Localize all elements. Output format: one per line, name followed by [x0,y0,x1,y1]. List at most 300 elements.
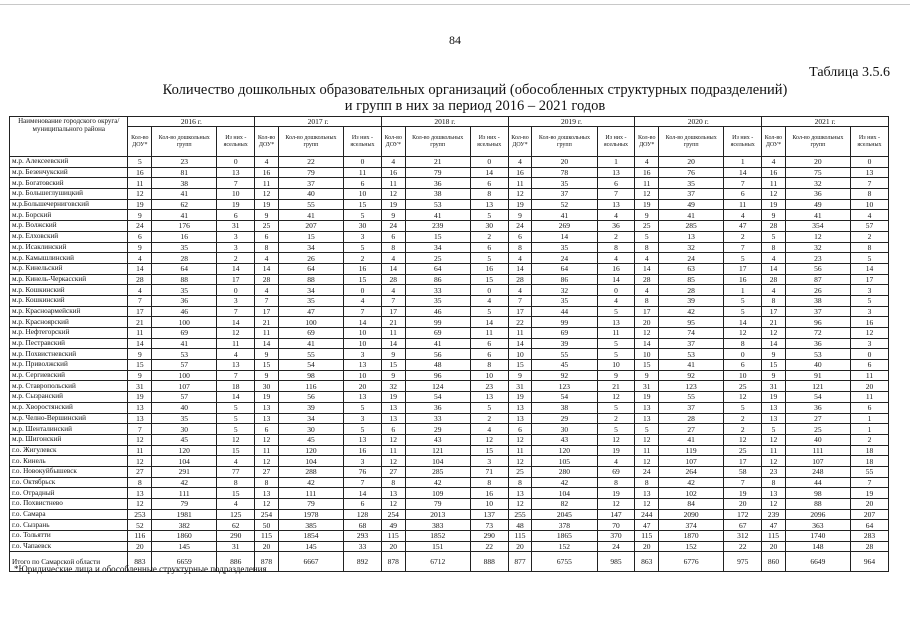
cell-value: 16 [128,167,152,178]
cell-value: 12 [724,392,762,403]
cell-value: 10 [508,349,532,360]
cell-value: 290 [217,531,255,542]
cell-value: 12 [128,456,152,467]
cell-value: 47 [635,520,659,531]
cell-value: 7 [128,424,152,435]
cell-value: 64 [532,263,597,274]
cell-value: 12 [470,434,508,445]
cell-value: 12 [762,189,786,200]
cell-value: 42 [405,477,470,488]
cell-value: 35 [152,413,217,424]
cell-value: 13 [255,413,279,424]
cell-value: 11 [128,178,152,189]
cell-value: 9 [508,370,532,381]
cell-value: 7 [850,477,888,488]
cell-value: 312 [724,531,762,542]
cell-value: 14 [470,167,508,178]
cell-value: 4 [381,157,405,168]
cell-value: 41 [278,210,343,221]
cell-value: 81 [152,167,217,178]
cell-value: 88 [278,274,343,285]
cell-value: 283 [850,531,888,542]
cell-value: 12 [255,189,279,200]
cell-value: 13 [597,199,635,210]
cell-value: 5 [344,402,382,413]
cell-value: 17 [255,306,279,317]
cell-value: 10 [470,499,508,510]
cell-value: 4 [255,157,279,168]
cell-value: 8 [381,477,405,488]
cell-value: 27 [659,424,724,435]
cell-value: 12 [381,434,405,445]
cell-value: 42 [278,477,343,488]
cell-value: 28 [659,285,724,296]
cell-value: 3 [850,285,888,296]
table-row [10,488,889,499]
cell-value: 10 [344,370,382,381]
cell-value: 23 [762,466,786,477]
cell-value: 11 [381,178,405,189]
cell-value: 5 [850,295,888,306]
cell-value: 20 [762,541,786,552]
header-sub: Кол-во дошкольных групп [278,127,343,157]
cell-value: 30 [278,424,343,435]
cell-value: 121 [405,445,470,456]
row-name: м.р.Большечерниговский [10,199,128,210]
cell-value: 12 [762,328,786,339]
cell-value: 33 [344,541,382,552]
cell-value: 38 [405,189,470,200]
cell-value: 39 [659,295,724,306]
cell-value: 41 [659,210,724,221]
cell-value: 55 [278,349,343,360]
header-year: 2018 г. [381,117,508,127]
cell-value: 99 [405,317,470,328]
cell-value: 11 [724,199,762,210]
cell-value: 32 [532,285,597,296]
row-name: м.р. Сергиевский [10,370,128,381]
cell-value: 2 [597,231,635,242]
cell-value: 7 [724,242,762,253]
cell-value: 269 [532,221,597,232]
cell-value: 11 [597,328,635,339]
cell-value: 111 [785,445,850,456]
cell-value: 53 [152,349,217,360]
cell-value: 69 [278,328,343,339]
cell-value: 14 [532,231,597,242]
cell-value: 5 [635,424,659,435]
cell-value: 12 [762,456,786,467]
cell-value: 13 [470,199,508,210]
cell-value: 13 [762,488,786,499]
cell-value: 12 [724,328,762,339]
cell-value: 17 [217,274,255,285]
table-row [10,541,889,552]
cell-value: 54 [405,392,470,403]
cell-value: 354 [785,221,850,232]
cell-value: 878 [381,552,405,572]
cell-value: 8 [850,189,888,200]
cell-value: 69 [532,328,597,339]
cell-value: 860 [762,552,786,572]
cell-value: 75 [785,167,850,178]
cell-value: 11 [508,328,532,339]
cell-value: 33 [405,413,470,424]
cell-value: 24 [381,221,405,232]
cell-value: 5 [344,424,382,435]
cell-value: 14 [217,392,255,403]
cell-value: 4 [470,295,508,306]
cell-value: 104 [152,456,217,467]
cell-value: 53 [785,349,850,360]
cell-value: 23 [152,157,217,168]
cell-value: 69 [152,328,217,339]
cell-value: 7 [255,295,279,306]
cell-value: 9 [635,370,659,381]
table-row [10,466,889,477]
cell-value: 11 [217,338,255,349]
cell-value: 4 [597,295,635,306]
table-row [10,338,889,349]
cell-value: 16 [508,167,532,178]
cell-value: 25 [785,424,850,435]
header-sub: Из них - ясельных [344,127,382,157]
cell-value: 285 [405,466,470,477]
cell-value: 7 [217,370,255,381]
cell-value: 53 [405,199,470,210]
cell-value: 11 [850,370,888,381]
cell-value: 886 [217,552,255,572]
cell-value: 91 [785,370,850,381]
cell-value: 16 [470,488,508,499]
cell-value: 16 [381,167,405,178]
cell-value: 2 [597,413,635,424]
cell-value: 2 [724,231,762,242]
cell-value: 14 [217,317,255,328]
cell-value: 9 [128,370,152,381]
cell-value: 19 [381,392,405,403]
cell-value: 3 [850,306,888,317]
cell-value: 264 [659,466,724,477]
cell-value: 52 [128,520,152,531]
cell-value: 76 [659,167,724,178]
cell-value: 13 [217,360,255,371]
cell-value: 145 [152,541,217,552]
cell-value: 28 [659,413,724,424]
cell-value: 40 [152,402,217,413]
cell-value: 47 [762,520,786,531]
cell-value: 2 [724,413,762,424]
cell-value: 6 [597,178,635,189]
cell-value: 25 [508,466,532,477]
cell-value: 7 [508,295,532,306]
cell-value: 4 [597,210,635,221]
row-name: м.р. Хворостянский [10,402,128,413]
cell-value: 975 [724,552,762,572]
cell-value: 11 [255,445,279,456]
cell-value: 6755 [532,552,597,572]
cell-value: 19 [597,488,635,499]
cell-value: 74 [659,328,724,339]
cell-value: 8 [635,477,659,488]
cell-value: 52 [532,199,597,210]
table-row [10,360,889,371]
cell-value: 5 [344,210,382,221]
cell-value: 8 [762,242,786,253]
row-name: м.р. Кошкинский [10,285,128,296]
row-name: г.о. Тольятти [10,531,128,542]
cell-value: 2 [217,253,255,264]
cell-value: 19 [597,445,635,456]
cell-value: 41 [152,189,217,200]
cell-value: 10 [597,360,635,371]
cell-value: 36 [785,189,850,200]
row-name: г.о. Сызрань [10,520,128,531]
cell-value: 42 [532,477,597,488]
cell-value: 9 [762,210,786,221]
cell-value: 11 [344,167,382,178]
cell-value: 5 [128,157,152,168]
cell-value: 24 [635,466,659,477]
cell-value: 8 [255,477,279,488]
cell-value: 5 [217,424,255,435]
cell-value: 38 [532,402,597,413]
cell-value: 6 [850,402,888,413]
cell-value: 86 [405,274,470,285]
cell-value: 9 [255,210,279,221]
cell-value: 12 [128,499,152,510]
cell-value: 123 [532,381,597,392]
cell-value: 27 [381,466,405,477]
table-row [10,413,889,424]
cell-value: 6659 [152,552,217,572]
cell-value: 120 [152,445,217,456]
row-name: м.р. Кинель-Черкасский [10,274,128,285]
cell-value: 28 [850,541,888,552]
cell-value: 370 [597,531,635,542]
cell-value: 0 [217,285,255,296]
cell-value: 6 [724,189,762,200]
cell-value: 76 [344,466,382,477]
cell-value: 10 [217,189,255,200]
cell-value: 4 [597,456,635,467]
cell-value: 5 [470,210,508,221]
row-name: м.р. Камышлинский [10,253,128,264]
cell-value: 27 [255,466,279,477]
cell-value: 12 [381,499,405,510]
cell-value: 16 [470,263,508,274]
cell-value: 16 [635,167,659,178]
cell-value: 31 [217,541,255,552]
header-sub: Кол-во дошкольных групп [659,127,724,157]
cell-value: 19 [724,488,762,499]
cell-value: 68 [344,520,382,531]
cell-value: 12 [597,434,635,445]
cell-value: 378 [532,520,597,531]
table-row [10,402,889,413]
cell-value: 15 [762,360,786,371]
cell-value: 6667 [278,552,343,572]
cell-value: 6 [381,231,405,242]
cell-value: 26 [785,285,850,296]
cell-value: 24 [659,253,724,264]
cell-value: 7 [128,295,152,306]
table-row [10,178,889,189]
cell-value: 8 [597,477,635,488]
cell-value: 28 [128,274,152,285]
cell-value: 37 [278,178,343,189]
cell-value: 64 [278,263,343,274]
cell-value: 40 [278,189,343,200]
cell-value: 4 [635,285,659,296]
data-table [9,116,889,572]
cell-value: 4 [128,253,152,264]
cell-value: 36 [152,295,217,306]
cell-value: 25 [405,253,470,264]
cell-value: 24 [128,221,152,232]
cell-value: 19 [850,488,888,499]
cell-value: 42 [659,306,724,317]
cell-value: 116 [128,531,152,542]
cell-value: 111 [278,488,343,499]
row-name: м.р. Сызранский [10,392,128,403]
cell-value: 6 [128,231,152,242]
cell-value: 19 [255,392,279,403]
cell-value: 5 [597,338,635,349]
cell-value: 54 [532,392,597,403]
cell-value: 152 [659,541,724,552]
cell-value: 5 [470,253,508,264]
cell-value: 6 [724,360,762,371]
cell-value: 382 [152,520,217,531]
cell-value: 42 [659,477,724,488]
cell-value: 29 [532,413,597,424]
cell-value: 12 [597,499,635,510]
cell-value: 11 [128,445,152,456]
cell-value: 5 [762,424,786,435]
header-sub: Кол-во дошкольных групп [405,127,470,157]
cell-value: 20 [659,157,724,168]
cell-value: 24 [508,221,532,232]
cell-value: 2013 [405,509,470,520]
cell-value: 49 [785,199,850,210]
cell-value: 176 [152,221,217,232]
cell-value: 87 [785,274,850,285]
cell-value: 9 [762,370,786,381]
cell-value: 12 [217,328,255,339]
cell-value: 35 [152,242,217,253]
cell-value: 102 [659,488,724,499]
header-sub: Кол-во дошкольных групп [785,127,850,157]
cell-value: 6712 [405,552,470,572]
cell-value: 7 [217,178,255,189]
cell-value: 27 [785,413,850,424]
cell-value: 41 [659,360,724,371]
cell-value: 20 [724,499,762,510]
cell-value: 4 [255,285,279,296]
cell-value: 13 [381,402,405,413]
cell-value: 9 [255,370,279,381]
cell-value: 20 [508,541,532,552]
cell-value: 7 [344,477,382,488]
cell-value: 56 [785,263,850,274]
header-year: 2016 г. [128,117,255,127]
cell-value: 6776 [659,552,724,572]
cell-value: 13 [762,413,786,424]
cell-value: 6 [470,338,508,349]
cell-value: 19 [762,199,786,210]
cell-value: 34 [278,413,343,424]
cell-value: 48 [508,520,532,531]
cell-value: 15 [344,199,382,210]
cell-value: 30 [255,381,279,392]
table-row [10,531,889,542]
cell-value: 20 [635,541,659,552]
cell-value: 14 [508,338,532,349]
cell-value: 20 [850,499,888,510]
header-sub: Из них - ясельных [724,127,762,157]
cell-value: 6 [344,499,382,510]
cell-value: 56 [278,392,343,403]
table-body [10,157,889,572]
cell-value: 47 [278,306,343,317]
cell-value: 88 [152,274,217,285]
cell-value: 9 [255,349,279,360]
cell-value: 6 [470,349,508,360]
cell-value: 41 [532,210,597,221]
table-row [10,274,889,285]
cell-value: 12 [635,456,659,467]
cell-value: 863 [635,552,659,572]
table-row [10,499,889,510]
cell-value: 964 [850,552,888,572]
table-row [10,231,889,242]
cell-value: 57 [152,360,217,371]
cell-value: 383 [405,520,470,531]
cell-value: 8 [724,338,762,349]
cell-value: 883 [128,552,152,572]
cell-value: 14 [128,338,152,349]
cell-value: 19 [128,392,152,403]
cell-value: 385 [278,520,343,531]
row-name: г.о. Кинель [10,456,128,467]
cell-value: 12 [635,189,659,200]
cell-value: 99 [532,317,597,328]
cell-value: 0 [217,157,255,168]
cell-value: 32 [785,242,850,253]
cell-value: 53 [659,349,724,360]
cell-value: 47 [724,221,762,232]
cell-value: 9 [381,210,405,221]
cell-value: 4 [724,210,762,221]
cell-value: 25 [635,221,659,232]
table-row [10,317,889,328]
header-sub: Кол-во дошкольных групп [152,127,217,157]
cell-value: 878 [255,552,279,572]
cell-value: 35 [278,295,343,306]
cell-value: 19 [635,199,659,210]
cell-value: 31 [217,221,255,232]
cell-value: 28 [152,253,217,264]
cell-value: 9 [128,210,152,221]
cell-value: 285 [659,221,724,232]
cell-value: 38 [785,295,850,306]
cell-value: 13 [128,488,152,499]
cell-value: 12 [255,499,279,510]
cell-value: 8 [850,242,888,253]
cell-value: 2 [850,434,888,445]
header-sub: Кол-во ДОУ* [762,127,786,157]
